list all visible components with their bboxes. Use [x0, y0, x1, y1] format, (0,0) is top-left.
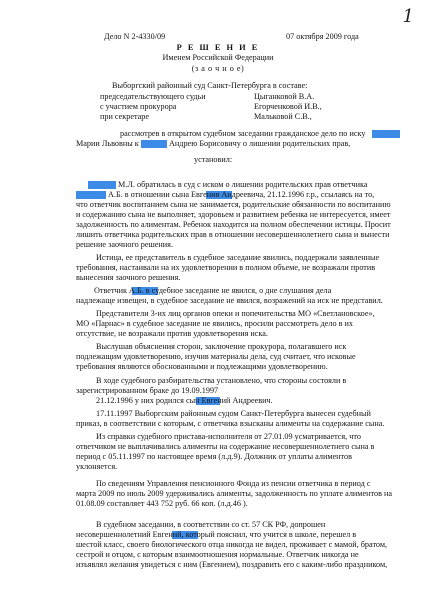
p1-line-1: М.Л. обратилась в суд с иском о лишении родительских прав ответчика — [118, 180, 368, 189]
p8-line-2: приказ, в соответствии с которым, с ответчика взысканы алименты на содержание сына. — [76, 419, 385, 428]
established-heading: установил: — [194, 155, 233, 164]
court-line: Выборгский районный суд Санкт-Петербурга в составе: — [112, 81, 308, 90]
intro-line-1: рассмотрев в открытом судебном заседании гражданское дело по иску — [120, 129, 366, 138]
p4-line-3: отсутствие, не возражали против удовлетворения иска. — [76, 329, 268, 338]
p4-line-1: Представители 3-их лиц органов опеки и попечительства МО «Светлановское», — [96, 309, 375, 318]
document-title: Р Е Ш Е Н И Е — [176, 43, 260, 52]
p9-line-1: Из справки судебного пристава-исполнителя от 27.01.09 усматривается, что — [96, 432, 361, 441]
prosecutor-name: Егорченковой И.В., — [254, 102, 322, 111]
p5-line-2: подлежащим удовлетворению, изучив материалы дела, суд считает, что исковые — [76, 352, 356, 361]
p4-line-2: МО «Парнас» в судебное заседание не явились, просили рассмотреть дело в их — [76, 319, 354, 328]
document-kind: (з а о ч н о е) — [191, 64, 245, 73]
p11-line-5: изъявлял желания увидеться с ним (Евгением), поздравить его с каким-либо праздником, — [76, 560, 388, 569]
page-number-mark: 1 — [402, 6, 414, 27]
p9-line-4: уклоняется. — [76, 462, 118, 471]
prosecutor-label: с участием прокурора — [100, 102, 177, 111]
intro-line-2a: Марии Львовны к — [76, 139, 139, 148]
redaction-mark — [372, 130, 400, 138]
p8-line-1: 17.11.1997 Выборгским районным судом Санкт-Петербурга вынесен судебный — [96, 409, 371, 418]
p3-line-2: надлежаще извещен, в судебное заседание не явился, возражений на иск не представил. — [76, 296, 383, 305]
p10-line-1: По сведениям Управления пенсионного Фонда из пенсии ответчика в период с — [96, 479, 371, 488]
p10-line-2: марта 2009 по июль 2009 удерживались алименты, задолженность по уплате алиментов на — [76, 489, 392, 498]
p7-line-1: 21.12.1996 у них родился сын Евгений Андреевич. — [96, 396, 273, 405]
p2-line-3: вынесения заочного решения. — [76, 273, 181, 282]
p1-line-7: решение заочного решения. — [76, 240, 173, 249]
p1-line-5: задолженность по алиментам. Ребенок находится на полном обеспечении истицы. Просит — [76, 220, 391, 229]
secretary-name: Мальковой С.В., — [254, 112, 312, 121]
p11-line-1: В судебном заседании, в соответствии со ст. 57 СК РФ, допрошен — [96, 520, 326, 529]
p9-line-3: период с 05.11.1997 по настоящее время (л.д.9). Должник от уплаты алиментов — [76, 452, 352, 461]
p11-line-2: несовершеннолетний Евгений, который пояснил, что учится в школе, перешел в — [76, 530, 357, 539]
p5-line-3: требования являются обоснованными и подлежащими удовлетворению. — [76, 362, 328, 371]
decision-date: 07 октября 2009 года — [286, 32, 359, 41]
p1-line-2: А.Б. в отношении сына Евгения Андреевича, 21.12.1996 г.р., ссылаясь на то, — [108, 190, 375, 199]
case-number: Дело N 2-4330/09 — [104, 32, 166, 41]
p2-line-1: Истица, ее представитель в судебное заседание явились, поддержали заявленные — [96, 253, 380, 262]
p6-line-2: зарегистрированном браке до 19.09.1997 — [76, 386, 219, 395]
p1-line-4: и содержанию сына не выполняет, здоровьем и развитием ребенка не интересуется, имеет — [76, 210, 391, 219]
intro-line-2b: Андрею Борисовичу о лишении родительских прав, — [169, 139, 351, 148]
redaction-mark — [88, 181, 116, 189]
redaction-mark — [141, 140, 167, 148]
p1-line-6: лишить ответчика родительских прав в отношении несовершеннолетнего сына и вынести — [76, 230, 390, 239]
judge-name: Цыганковой В.А. — [254, 92, 315, 101]
p11-line-3: шестой класс, своего биологического отца никогда не видел, проживает с мамой, братом, — [76, 540, 388, 549]
p3-line-1: Ответчик А.Б. в судебное заседание не явился, о дне слушания дела — [94, 286, 332, 295]
p6-line-1: В ходе судебного разбирательства установлено, что стороны состояли в — [96, 376, 347, 385]
redaction-mark — [76, 191, 106, 199]
p11-line-4: сестрой и отцом, с которым взаимоотношения нормальные. Ответчик никогда не — [76, 550, 359, 559]
p2-line-2: требования, настаивали на их удовлетворении в полном объеме, не возражали против — [76, 263, 376, 272]
p10-line-3: 01.08.09 составляет 443 752 руб. 66 коп. (л.д.46 ). — [76, 499, 248, 508]
p9-line-2: ответчиком не выплачивались алименты на содержание несовершеннолетнего сына в — [76, 442, 375, 451]
judge-label: председательствующего судьи — [100, 92, 206, 101]
p1-line-3: что ответчик воспитанием сына не занимается, родительские обязанности по воспитанию — [76, 200, 391, 209]
p5-line-1: Выслушав объяснения сторон, заключение прокурора, полагавшего иск — [96, 342, 347, 351]
secretary-label: при секретаре — [100, 112, 150, 121]
document-subtitle: Именем Российской Федерации — [162, 53, 274, 62]
